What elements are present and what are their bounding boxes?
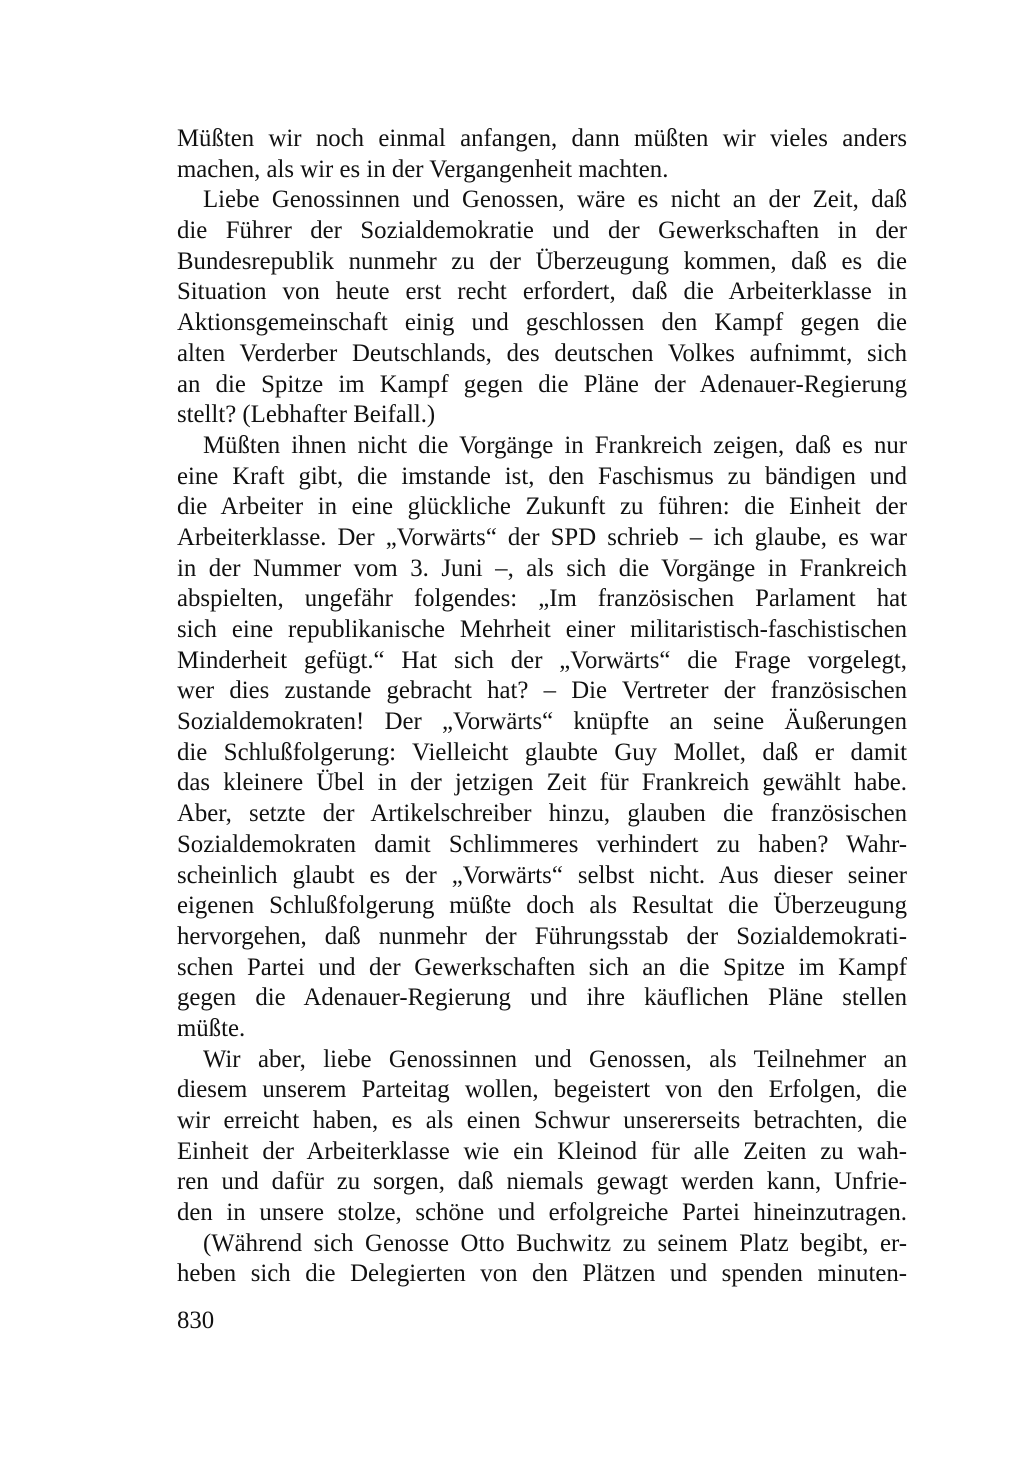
body-text: [177, 124, 907, 1290]
text-line: eigenen Schlußfolgerung müßte doch als Resultat die Überzeugung: [177, 892, 907, 920]
text-line: schen Partei und der Gewerkschaften sich an die Spitze im Kampf: [177, 953, 907, 981]
text-line: die Schlußfolgerung: Vielleicht glaubte Guy Mollet, daß er damit: [177, 738, 907, 766]
text-line: alten Verderber Deutschlands, des deutschen Volkes aufnimmt, sich: [177, 339, 907, 367]
text-line: wir erreicht haben, es als einen Schwur unsererseits betrachten, die: [177, 1107, 907, 1134]
text-line: heben sich die Delegierten von den Plätzen und spenden minuten-: [177, 1260, 907, 1288]
text-line: Bundesrepublik nunmehr zu der Überzeugung kommen, daß es die: [177, 247, 907, 275]
text-line: Liebe Genossinnen und Genossen, wäre es nicht an der Zeit, daß: [203, 186, 907, 214]
text-line: Sozialdemokraten! Der „Vorwärts“ knüpfte an seine Äußerungen: [177, 708, 907, 736]
text-line: wer dies zustande gebracht hat? – Die Vertreter der französischen: [177, 677, 907, 705]
text-line: in der Nummer vom 3. Juni –, als sich die Vorgänge in Frankreich: [177, 554, 907, 582]
text-line: Einheit der Arbeiterklasse wie ein Kleinod für alle Zeiten zu wah-: [177, 1137, 907, 1165]
text-line: abspielten, ungefähr folgendes: „Im französischen Parlament hat: [177, 585, 907, 613]
text-line: sich eine republikanische Mehrheit einer militaristisch-faschistischen: [177, 616, 907, 643]
text-line: Müßten wir noch einmal anfangen, dann müßten wir vieles anders: [177, 125, 907, 152]
text-line: machen, als wir es in der Vergangenheit machten.: [177, 155, 669, 183]
text-line: Aber, setzte der Artikelschreiber hinzu, glauben die französischen: [177, 800, 907, 828]
text-line: gegen die Adenauer-Regierung und ihre käuflichen Pläne stellen: [177, 984, 907, 1012]
text-line: Wir aber, liebe Genossinnen und Genossen, als Teilnehmer an: [203, 1045, 907, 1073]
text-line: Müßten ihnen nicht die Vorgänge in Frankreich zeigen, daß es nur: [203, 431, 907, 459]
text-line: diesem unserem Parteitag wollen, begeistert von den Erfolgen, die: [177, 1076, 907, 1104]
text-line: Aktionsgemeinschaft einig und geschlossen den Kampf gegen die: [177, 309, 907, 337]
text-line: Minderheit gefügt.“ Hat sich der „Vorwärts“ die Frage vorgelegt,: [177, 646, 907, 674]
text-line: das kleinere Übel in der jetzigen Zeit für Frankreich gewählt habe.: [177, 769, 907, 797]
text-line: die Führer der Sozialdemokratie und der Gewerkschaften in der: [177, 217, 907, 245]
text-line: an die Spitze im Kampf gegen die Pläne der Adenauer-Regierung: [177, 370, 907, 398]
text-line: Situation von heute erst recht erfordert, daß die Arbeiterklasse in: [177, 278, 907, 306]
text-line: ren und dafür zu sorgen, daß niemals gewagt werden kann, Unfrie-: [177, 1168, 907, 1196]
text-line: Arbeiterklasse. Der „Vorwärts“ der SPD schrieb – ich glaube, es war: [177, 523, 907, 551]
page-number: 830: [177, 1307, 215, 1334]
text-line: müßte.: [177, 1014, 246, 1042]
text-line: stellt? (Lebhafter Beifall.): [177, 401, 436, 429]
text-line: die Arbeiter in eine glückliche Zukunft zu führen: die Einheit der: [177, 493, 907, 521]
text-line: (Während sich Genosse Otto Buchwitz zu seinem Platz begibt, er-: [203, 1229, 907, 1257]
text-line: scheinlich glaubt es der „Vorwärts“ selbst nicht. Aus dieser seiner: [177, 861, 907, 889]
text-line: hervorgehen, daß nunmehr der Führungsstab der Sozialdemokrati-: [177, 922, 907, 950]
text-line: den in unsere stolze, schöne und erfolgreiche Partei hineinzutragen.: [177, 1199, 907, 1227]
text-line: eine Kraft gibt, die imstande ist, den Faschismus zu bändigen und: [177, 462, 907, 490]
text-line: Sozialdemokraten damit Schlimmeres verhindert zu haben? Wahr-: [177, 830, 907, 858]
